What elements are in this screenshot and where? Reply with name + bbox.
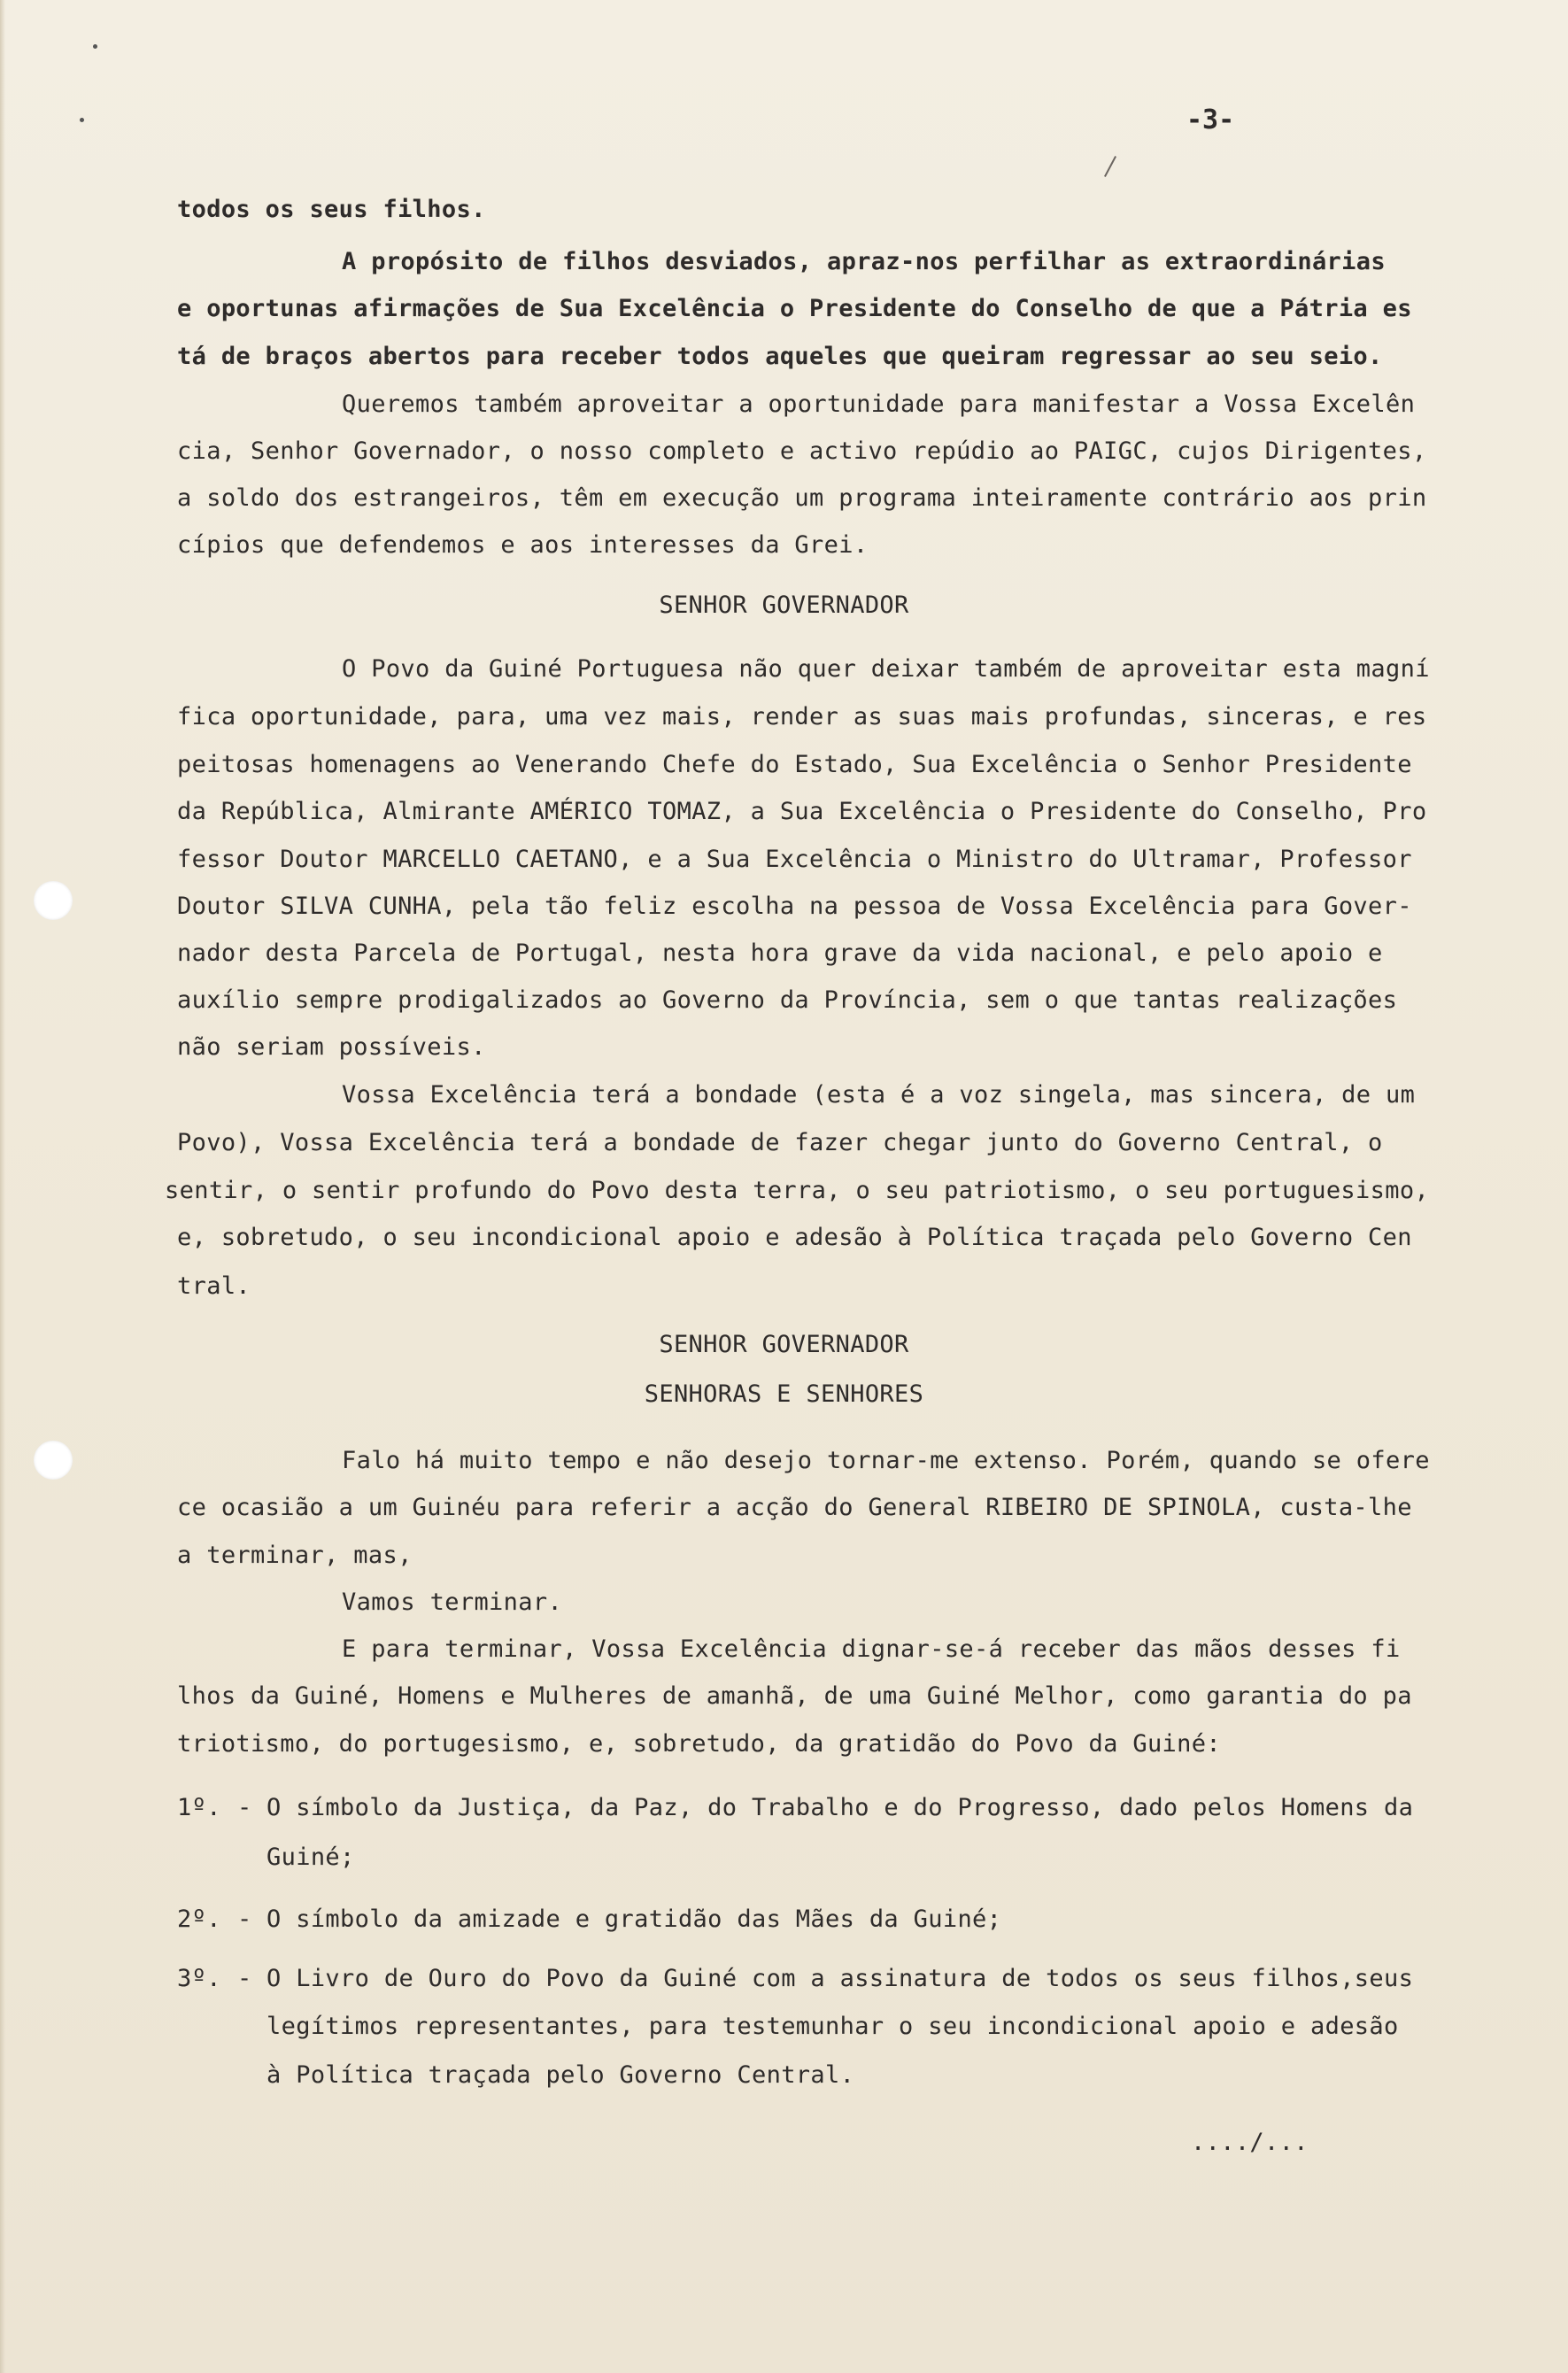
text-line: triotismo, do portugesismo, e, sobretudo, da gratidão do Povo da Guiné: [177, 1730, 1221, 1758]
text-line: cípios que defendemos e aos interesses da Grei. [177, 531, 869, 559]
text-line: e, sobretudo, o seu incondicional apoio e adesão à Política traçada pelo Governo Cen [177, 1224, 1412, 1251]
list-text: O símbolo da Justiça, da Paz, do Trabalho e do Progresso, dado pelos Homens da [266, 1794, 1414, 1821]
text-line: fica oportunidade, para, uma vez mais, render as suas mais profundas, sinceras, e res [177, 703, 1427, 730]
text-line: a terminar, mas, [177, 1542, 413, 1569]
page-edge [0, 0, 5, 2373]
text-line: ce ocasião a um Guinéu para referir a acção do General RIBEIRO DE SPINOLA, custa-lhe [177, 1494, 1412, 1521]
list-number: 2º. [177, 1905, 221, 1933]
text-line: e oportunas afirmações de Sua Excelência o Presidente do Conselho de que a Pátria es [177, 295, 1412, 322]
text-line: Vossa Excelência terá a bondade (esta é a voz singela, mas sincera, de um [342, 1081, 1416, 1109]
text-line: A propósito de filhos desviados, apraz-nos perfilhar as extraordinárias [342, 248, 1386, 275]
text-line: cia, Senhor Governador, o nosso completo e activo repúdio ao PAIGC, cujos Dirigentes, [177, 437, 1427, 465]
text-line: da República, Almirante AMÉRICO TOMAZ, a Sua Excelência o Presidente do Conselho, Pro [177, 798, 1427, 825]
text-line: E para terminar, Vossa Excelência dignar-se-á receber das mãos desses fi [342, 1635, 1401, 1663]
text-line: a soldo dos estrangeiros, têm em execução um programa inteiramente contrário aos prin [177, 484, 1427, 512]
list-text: O símbolo da amizade e gratidão das Mães da Guiné; [266, 1905, 1002, 1933]
list-dash: - [237, 1965, 252, 1992]
text-line: Vamos terminar. [342, 1588, 563, 1616]
list-dash: - [237, 1905, 252, 1933]
text-line: nador desta Parcela de Portugal, nesta hora grave da vida nacional, e pelo apoio e [177, 939, 1383, 967]
text-line: Povo), Vossa Excelência terá a bondade de fazer chegar junto do Governo Central, o [177, 1129, 1383, 1156]
list-number: 3º. [177, 1965, 221, 1992]
section-heading: SENHOR GOVERNADOR [659, 591, 909, 619]
text-line: auxílio sempre prodigalizados ao Governo da Província, sem o que tantas realizações [177, 986, 1398, 1014]
section-heading: SENHORAS E SENHORES [644, 1380, 924, 1408]
list-dash: - [237, 1794, 252, 1821]
paper-speck [93, 44, 97, 49]
list-text: O Livro de Ouro do Povo da Guiné com a assinatura de todos os seus filhos,seus [266, 1965, 1414, 1992]
page-number: -3- [1186, 104, 1235, 135]
section-heading: SENHOR GOVERNADOR [659, 1331, 909, 1358]
punch-hole [34, 1441, 73, 1480]
continuation-mark: ..../... [1191, 2129, 1309, 2156]
pen-mark [1104, 156, 1116, 177]
text-line: Queremos também aproveitar a oportunidade para manifestar a Vossa Excelên [342, 390, 1416, 418]
text-line: todos os seus filhos. [177, 196, 486, 223]
text-line: sentir, o sentir profundo do Povo desta terra, o seu patriotismo, o seu portuguesismo, [165, 1177, 1430, 1204]
paper-speck [80, 118, 84, 122]
text-line: não seriam possíveis. [177, 1033, 486, 1061]
text-line: peitosas homenagens ao Venerando Chefe do Estado, Sua Excelência o Senhor Presidente [177, 751, 1412, 778]
text-line: lhos da Guiné, Homens e Mulheres de amanhã, de uma Guiné Melhor, como garantia do pa [177, 1682, 1412, 1710]
text-line: Falo há muito tempo e não desejo tornar-me extenso. Porém, quando se ofere [342, 1447, 1430, 1474]
text-line: tral. [177, 1272, 251, 1300]
text-line: fessor Doutor MARCELLO CAETANO, e a Sua Excelência o Ministro do Ultramar, Professor [177, 846, 1412, 873]
text-line: tá de braços abertos para receber todos aqueles que queiram regressar ao seu seio. [177, 343, 1383, 370]
list-number: 1º. [177, 1794, 221, 1821]
text-line: Doutor SILVA CUNHA, pela tão feliz escolha na pessoa de Vossa Excelência para Gover- [177, 893, 1412, 920]
list-text: à Política traçada pelo Governo Central. [266, 2061, 855, 2089]
list-text: Guiné; [266, 1844, 355, 1871]
text-line: O Povo da Guiné Portuguesa não quer deixar também de aproveitar esta magní [342, 655, 1430, 683]
list-text: legítimos representantes, para testemunhar o seu incondicional apoio e adesão [266, 2013, 1399, 2040]
punch-hole [34, 881, 73, 920]
